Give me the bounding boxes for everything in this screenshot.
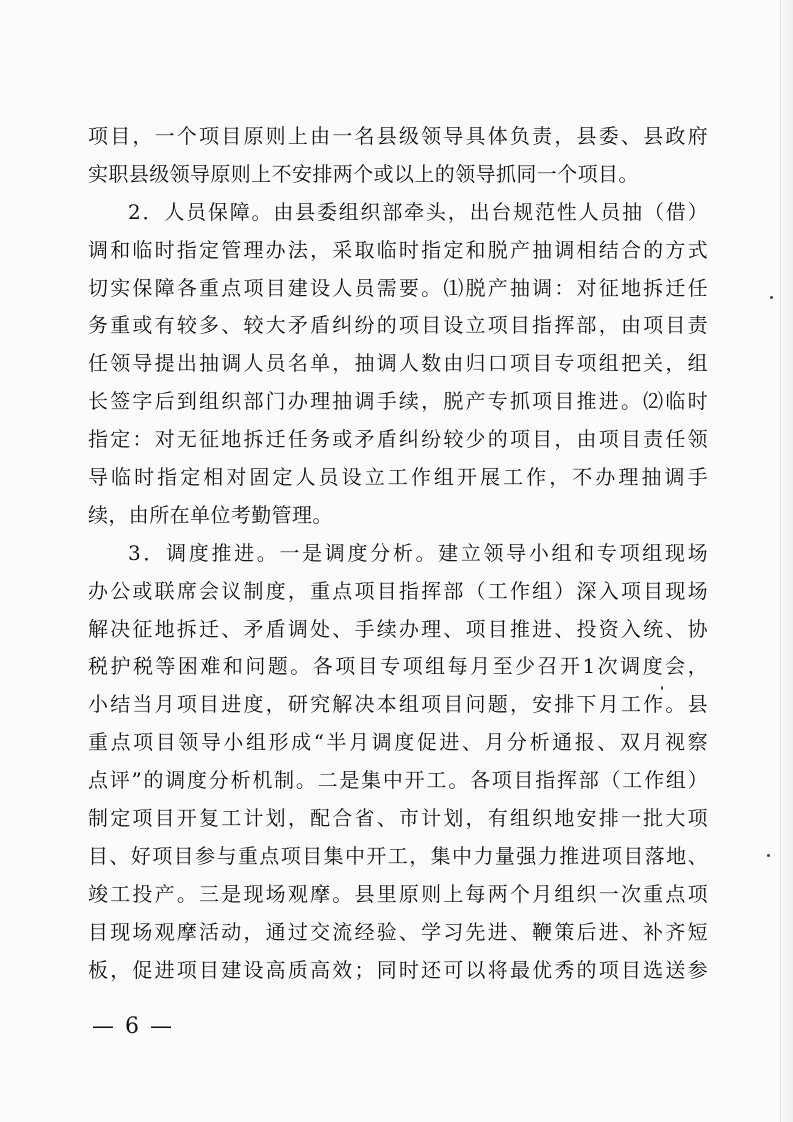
text-line: 板，促进项目建设高质高效；同时还可以将最优秀的项目选送参: [88, 957, 708, 982]
scan-edge-line: [780, 0, 781, 1122]
text-line: 制定项目开复工计划，配合省、市计划，有组织地安排一批大项: [88, 806, 708, 831]
text-line: 切实保障各重点项目建设人员需要。⑴脱产抽调：对征地拆迁任: [88, 275, 708, 300]
text-line: 调和临时指定管理办法，采取临时指定和脱产抽调相结合的方式: [88, 237, 708, 262]
text-line: 办公或联席会议制度，重点项目指挥部（工作组）深入项目现场: [88, 578, 708, 603]
text-line: 解决征地拆迁、矛盾调处、手续办理、项目推进、投资入统、协: [88, 616, 708, 641]
text-line: 实职县级领导原则上不安排两个或以上的领导抓同一个项目。: [88, 161, 639, 186]
text-line: 续，由所在单位考勤管理。: [88, 502, 333, 527]
text-line: 重点项目领导小组形成“半月调度促进、月分析通报、双月视察: [88, 730, 708, 755]
text-line: 目现场观摩活动，通过交流经验、学习先进、鞭策后进、补齐短: [88, 919, 708, 944]
scan-edge-shadow: [779, 0, 793, 1122]
text-line: 税护税等困难和问题。各项目专项组每月至少召开1次调度会，: [88, 654, 708, 679]
text-line: 导临时指定相对固定人员设立工作组开展工作，不办理抽调手: [88, 465, 708, 490]
text-line: 任领导提出抽调人员名单，抽调人数由归口项目专项组把关，组: [88, 351, 708, 376]
scan-speck: [767, 854, 770, 857]
text-line: 务重或有较多、较大矛盾纠纷的项目设立项目指挥部，由项目责: [88, 313, 708, 338]
text-line: 目、好项目参与重点项目集中开工，集中力量强力推进项目落地、: [88, 843, 708, 868]
body-text: [88, 118, 708, 989]
page-number: — 6 —: [92, 1014, 174, 1039]
section-heading-line: 3．调度推进。一是调度分析。建立领导小组和专项组现场: [128, 540, 708, 565]
text-line: 长签字后到组织部门办理抽调手续，脱产专抓项目推进。⑵临时: [88, 389, 708, 414]
text-line: 项目，一个项目原则上由一名县级领导具体负责，县委、县政府: [88, 124, 708, 148]
text-line: 指定：对无征地拆迁任务或矛盾纠纷较少的项目，由项目责任领: [88, 427, 708, 452]
text-line: 竣工投产。三是现场观摩。县里原则上每两个月组织一次重点项: [88, 881, 708, 906]
scan-speck: [770, 296, 773, 299]
section-heading-line: 2．人员保障。由县委组织部牵头，出台规范性人员抽（借）: [128, 199, 708, 224]
text-line: 点评”的调度分析机制。二是集中开工。各项目指挥部（工作组）: [88, 768, 708, 793]
text-line: 小结当月项目进度，研究解决本组项目问题，安排下月工作。县: [88, 692, 708, 717]
